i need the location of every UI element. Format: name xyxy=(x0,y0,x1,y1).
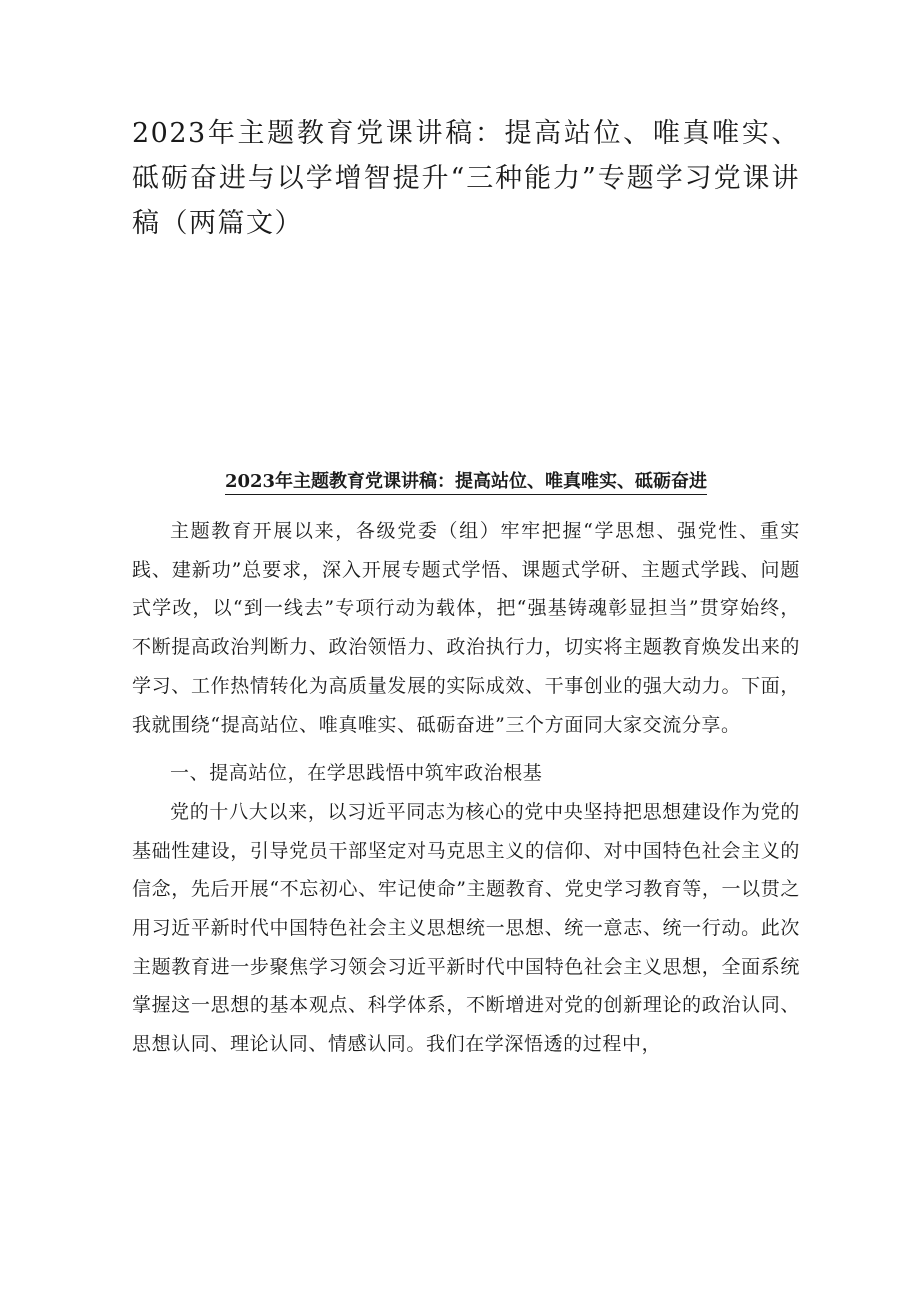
paragraph-2: 党的十八大以来，以习近平同志为核心的党中央坚持把思想建设作为党的基础性建设，引导党员干部坚定对马克思主义的信仰、对中国特色社会主义的信念，先后开展“不忘初心、牢记使命”主题教育、党史学习教育等，一以贯之用习近平新时代中国特色社会主义思想统一思想、统一意志、统一行动。此次主题教育进一步聚焦学习领会习近平新时代中国特色社会主义思想，全面系统掌握这一思想的基本观点、科学体系，不断增进对党的创新理论的政治认同、思想认同、理论认同、情感认同。我们在学深悟透的过程中， xyxy=(132,800,800,1056)
paragraph-1: 主题教育开展以来，各级党委（组）牢牢把握“学思想、强党性、重实践、建新功”总要求，深入开展专题式学悟、课题式学研、主题式学践、问题式学改，以“到一线去”专项行动为载体，把“强基铸魂彰显担当”贯穿始终，不断提高政治判断力、政治领悟力、政治执行力，切实将主题教育焕发出来的学习、工作热情转化为高质量发展的实际成效、干事创业的强大动力。下面，我就围绕“提高站位、唯真唯实、砥砺奋进”三个方面同大家交流分享。 xyxy=(132,520,800,736)
section-title-text: 2023年主题教育党课讲稿：提高站位、唯真唯实、砥砺奋进 xyxy=(225,471,707,495)
heading-1: 一、提高站位，在学思践悟中筑牢政治根基 xyxy=(170,762,543,785)
section-title xyxy=(132,470,800,494)
document-title: 2023年主题教育党课讲稿：提高站位、唯真唯实、砥砺奋进与以学增智提升“三种能力”专题学习党课讲稿（两篇文） xyxy=(132,118,800,239)
